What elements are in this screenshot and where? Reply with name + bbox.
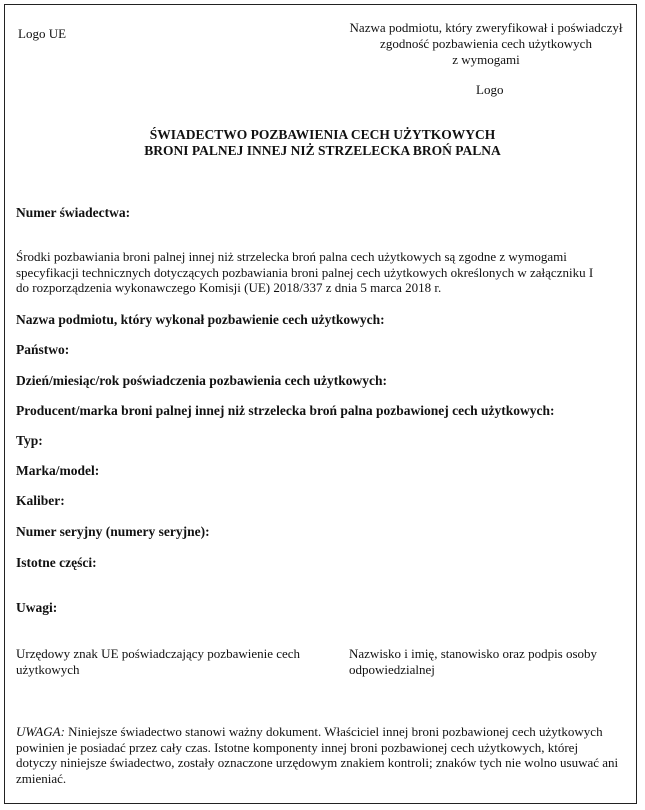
issuer-name-line: Nazwa podmiotu, który zweryfikował i poświadczył [349,20,623,35]
manufacturer-brand-label: Producent/marka broni palnej innej niż strzelecka broń palna pozbawionej cech użytkowych: [16,403,555,418]
compliance-statement [16,249,626,296]
eu-official-mark-line: użytkowych [16,662,80,677]
issuer-name-block [336,20,636,68]
remarks-label: Uwagi: [16,600,58,615]
issuer-logo-placeholder: Logo [476,82,504,97]
note-block [16,724,628,786]
document-title-line: BRONI PALNEJ INNEJ NIŻ STRZELECKA BROŃ PALNA [144,143,501,158]
document-title [0,127,645,159]
eu-official-mark-line: Urzędowy znak UE poświadczający pozbawienie cech [16,646,301,661]
statement-line: do rozporządzenia wykonawczego Komisji (UE) 2018/337 z dnia 5 marca 2018 r. [16,280,442,295]
eu-logo-placeholder: Logo UE [18,26,67,41]
responsible-person-block [349,646,629,678]
issuer-name-line: z wymogami [452,52,520,67]
note-text: Niniejsze świadectwo stanowi ważny dokument. Właściciel innej broni pozbawionej cech użytkowych [64,724,603,739]
brand-model-label: Marka/model: [16,463,100,478]
type-label: Typ: [16,433,43,448]
caliber-label: Kaliber: [16,493,65,508]
country-label: Państwo: [16,342,70,357]
responsible-person-line: Nazwisko i imię, stanowisko oraz podpis osoby [349,646,598,661]
statement-line: Środki pozbawiania broni palnej innej niż strzelecka broń palna cech użytkowych są zgodne z wymogami [16,249,567,264]
document-title-line: ŚWIADECTWO POZBAWIENIA CECH UŻYTKOWYCH [149,127,496,142]
certification-date-label: Dzień/miesiąc/rok poświadczenia pozbawienia cech użytkowych: [16,373,387,388]
responsible-person-line: odpowiedzialnej [349,662,435,677]
issuer-name-line: zgodność pozbawienia cech użytkowych [380,36,592,51]
note-line: powinien je posiadać przez cały czas. Istotne komponenty innej broni pozbawionej cech użytkowych, której [16,739,579,755]
note-line: zmieniać. [16,770,67,786]
eu-official-mark-block [16,646,316,678]
statement-line: specyfikacji technicznych dotyczących pozbawiania broni palnej cech użytkowych określonych w załączniku I [16,264,594,280]
serial-numbers-label: Numer seryjny (numery seryjne): [16,524,210,539]
certificate-number-label: Numer świadectwa: [16,205,131,220]
note-label: UWAGA: [16,724,65,739]
entity-name-label: Nazwa podmiotu, który wykonał pozbawienie cech użytkowych: [16,312,385,327]
note-line [16,724,628,740]
note-line: dotyczy niniejsze świadectwo, zostały oznaczone urzędowym znakiem kontroli; znaków tych nie wolno usuwać ani [16,755,619,770]
essential-parts-label: Istotne części: [16,555,97,570]
